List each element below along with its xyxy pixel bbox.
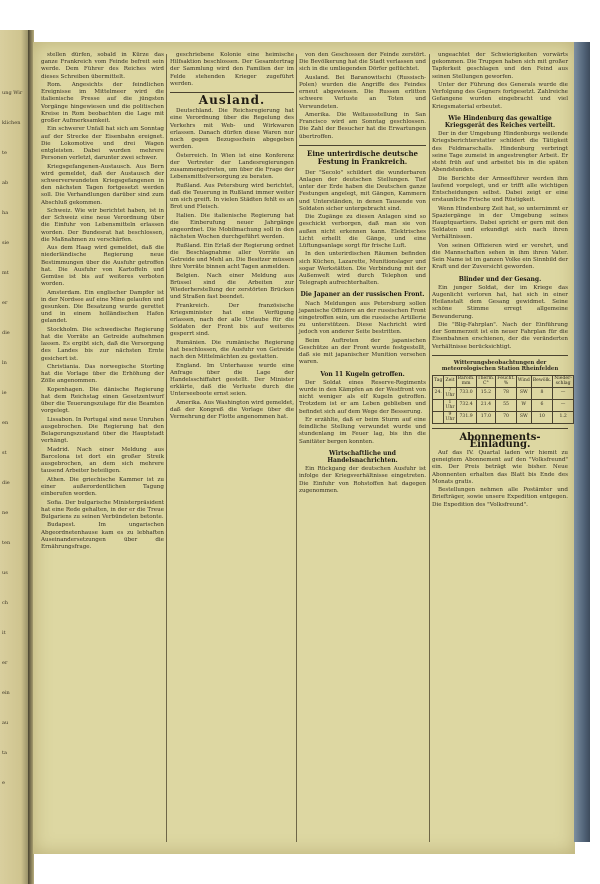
weather-header-cell: Barom. mm [457, 375, 475, 387]
weather-cell: 9 Uhr [445, 411, 455, 423]
book-binding-edge [574, 42, 590, 842]
weather-header-cell: Tag [433, 375, 444, 387]
article-paragraph: Kriegsgefangenen-Austausch. Aus Bern wird gemeldet, daß der Austausch der schwerverwundeten Kriegsgefangenen in den nächsten Tagen fortgesetzt werden soll. Die Verhandlungen darüber sind zum Abschluß gekommen. [41, 163, 164, 206]
weather-cell [433, 399, 444, 411]
column-1 [41, 52, 164, 844]
edge-text-fragment: en [2, 420, 9, 426]
weather-header-cell: Zeit [444, 375, 456, 387]
article-paragraph: Italien. Die italienische Regierung hat die Einberufung neuer Jahrgänge angeordnet. Die Mobilmachung soll in den nächsten Wochen durchgeführt werden. [170, 212, 294, 241]
article-paragraph: Schweiz. Wie wir berichtet haben, ist in der Schweiz eine neue Verordnung über die Einfuhr von Lebensmitteln erlassen worden. Der Bundesrat hat beschlossen, die Maßnahmen zu verschärfen. [41, 208, 164, 243]
section-divider [432, 428, 568, 429]
edge-text-fragment: e [2, 780, 5, 786]
article-paragraph: Rom. Angesichts der feindlichen Ereignisse im Mittelmeer wird die italienische Presse auf die jüngsten Vorgänge hingewiesen und die politischen Kreise in Rom beobachten die Lage mit großer Aufmerksamkeit. [41, 82, 164, 125]
column-rule [429, 54, 430, 842]
article-paragraph: Aus dem Haag wird gemeldet, daß die niederländische Regierung neue Bestimmungen über die Ausfuhr getroffen hat. Die Ausfuhr von Kartoffeln und Gemüse ist bis auf weiteres verboten worden. [41, 245, 164, 288]
weather-cell: 21.4 [476, 399, 496, 411]
weather-cell: SW [516, 387, 531, 399]
weather-row [433, 411, 574, 423]
weather-cell: — [553, 399, 574, 411]
weather-header-cell: Nieder-schlag [554, 375, 572, 387]
article-paragraph: Ausland. Bei Baranowitschi (Russisch-Polen) wurden die Angriffe des Feindes erneut abgewiesen. Die Russen erlitten schwere Verluste an Toten und Verwundeten. [299, 74, 426, 110]
weather-header-cell: Bewölk. [531, 375, 553, 387]
article-paragraph: ungeachtet der Schwierigkeiten vorwärts gekommen. Die Truppen haben sich mit großer Tapferkeit geschlagen und den Feind aus seinen Stellungen geworfen. [432, 52, 568, 80]
edge-text-fragment: ha [2, 210, 9, 216]
weather-cell: 17.0 [476, 411, 496, 423]
article-paragraph: Belgien. Nach einer Meldung aus Brüssel sind die Arbeiten zur Wiederherstellung der zerstörten Brücken und Straßen fast beendet. [170, 272, 294, 301]
article-paragraph: Der "Secolo" schildert die wunderbaren Anlagen der deutschen Stellungen. Tief unter der Erde haben die Deutschen ganze Festungen angelegt, mit Gängen, Kammern und Unterständen, in denen Tausende von Soldaten sicher untergebracht sind. [299, 169, 426, 212]
weather-row [433, 399, 574, 411]
article-paragraph: Österreich. In Wien ist eine Konferenz der Vertreter der Landesregierungen zusammengetreten, um über die Frage der Lebensmittelversorgung zu beraten. [170, 152, 294, 181]
edge-text-fragment: au [2, 720, 9, 726]
weather-cell: 732.4 [456, 399, 476, 411]
edge-text-fragment: mt [2, 270, 9, 276]
weather-cell: 78 [496, 387, 516, 399]
article-paragraph: Amerika. Aus Washington wird gemeldet, daß der Kongreß die Vorlage über die Vermehrung der Flotte angenommen hat. [170, 399, 294, 421]
weather-header-cell: Therm. C° [477, 375, 495, 387]
weather-cell: 6 [531, 399, 553, 411]
article-paragraph: Die Berichte der Armeeführer werden ihm laufend vorgelegt, und er trifft alle wichtigen Entscheidungen selbst. Dabei zeigt er eine erstaunliche Frische und Rüstigkeit. [432, 175, 568, 204]
weather-cell: SW [516, 411, 531, 423]
edge-text-fragment: te [2, 150, 7, 156]
newspaper-page [33, 42, 575, 854]
edge-text-fragment: die [2, 480, 10, 486]
article-paragraph: Der Soldat eines Reserve-Regiments wurde in den Kämpfen an der Westfront von nicht weniger als elf Kugeln getroffen. Trotzdem ist er am Leben geblieben und befindet sich auf dem Wege der Besserung. [299, 379, 426, 415]
article-paragraph: Amerika. Die Weltausstellung in San Francisco wird am Sonntag geschlossen. Die Zahl der Besucher hat die Erwartungen übertroffen. [299, 112, 426, 140]
article-paragraph: Frankreich. Der französische Kriegsminister hat eine Verfügung erlassen, nach der alle Urlaube für die Soldaten der Front bis auf weiteres gesperrt sind. [170, 302, 294, 338]
edge-text-fragment: ein [2, 690, 10, 696]
section-divider [432, 355, 568, 356]
article-paragraph: Von seinen Offizieren wird er verehrt, und die Mannschaften sehen in ihm ihren Vater. Sein Name ist im ganzen Volke ein Sinnbild der Kraft und der Zuversicht geworden. [432, 242, 568, 271]
article-paragraph: Ein schwerer Unfall hat sich am Sonntag auf der Strecke der Eisenbahn ereignet. Die Lokomotive und drei Wagen entgleisten. Dabei wurden mehrere Personen verletzt, darunter zwei schwer. [41, 126, 164, 162]
edge-text-fragment: ung Wir [2, 90, 23, 96]
subscription-paragraph: Bestellungen nehmen alle Postämter und Briefträger, sowie unsere Expedition entgegen. Die Expedition des "Volksfreund". [432, 487, 568, 508]
article-paragraph: Der in der Umgebung Hindenburgs weilende Kriegsberichterstatter schildert die Tätigkeit des Feldmarschalls. Hindenburg verbringt seine Tage zumeist in angestrengter Arbeit. Er steht früh auf und arbeitet bis in die späten Abendstunden. [432, 131, 568, 174]
column-2 [170, 52, 294, 844]
article-headline-festung: Eine unterirdische deutsche Festung in Frankreich. [306, 148, 419, 167]
article-paragraph: Amsterdam. Ein englischer Dampfer ist in der Nordsee auf eine Mine gelaufen und gesunken. Die Besatzung wurde gerettet und in einem holländischen Hafen gelandet. [41, 289, 164, 325]
weather-header-cell: Feucht. % [497, 375, 515, 387]
weather-cell: 15.2 [476, 387, 496, 399]
weather-cell [433, 411, 444, 423]
article-paragraph: Nach Meldungen aus Petersburg sollen japanische Offiziere an der russischen Front eingetroffen sein, um die russische Artillerie zu unterstützen. Diese Nachricht wird jedoch von anderer Seite bestritten. [299, 300, 426, 336]
article-paragraph: England. Im Unterhause wurde eine Anfrage über die Lage der Handelsschiffahrt gestellt. Der Minister erklärte, daß die Verluste durch die Unterseeboote ernst seien. [170, 362, 294, 398]
weather-header-cell: Wind [516, 375, 531, 387]
edge-text-fragment: er [2, 300, 8, 306]
article-paragraph: In den unterirdischen Räumen befinden sich Küchen, Lazarette, Munitionslager und sogar Werkstätten. Die Verbindung mit der Außenwelt wird durch Telephon und Telegraph aufrechterhalten. [299, 251, 426, 287]
article-paragraph: Madrid. Nach einer Meldung aus Barcelona ist dort ein großer Streik ausgebrochen, an dem sich mehrere tausend Arbeiter beteiligen. [41, 446, 164, 475]
article-paragraph: Deutschland. Die Reichsregierung hat eine Verordnung über die Regelung des Verkehrs mit Web- und Wirkwaren erlassen. Danach dürfen diese Waren nur noch gegen Bezugsschein abgegeben werden. [170, 108, 294, 151]
article-subhead-kugeln: Von 11 Kugeln getroffen. [320, 370, 405, 378]
weather-cell: 731.9 [456, 411, 476, 423]
weather-cell: 7 Uhr [445, 387, 455, 399]
column-2-intro: geschriebene Kolonie eine heimische Hilfsaktion beschlossen. Der Gesamtertrag der Sammlung wird den Familien der im Felde stehenden Krieger zugeführt werden. [170, 52, 294, 87]
weather-table [432, 375, 574, 424]
edge-text-fragment: die [2, 330, 10, 336]
article-paragraph: stellen dürfen, sobald in Kürze das ganze Frankreich vom Feinde befreit sein werde. Dem Führer des Reiches wird dieses Schreiben übermittelt. [41, 52, 164, 80]
article-paragraph: Ein Rückgang der deutschen Ausfuhr ist infolge der Kriegsverhältnisse eingetreten. Die Einfuhr von Rohstoffen hat dagegen zugenommen. [299, 466, 426, 494]
article-paragraph: Athen. Die griechische Kammer ist zu einer außerordentlichen Tagung einberufen worden. [41, 476, 164, 498]
weather-table-title: Witterungsbeobachtungen der meteorologischen Station Rheinfelden [441, 359, 559, 373]
section-title-ausland: Ausland. [198, 93, 266, 108]
column-4 [432, 52, 572, 844]
edge-text-fragment: us [2, 570, 8, 576]
edge-text-fragment: it [2, 630, 6, 636]
article-paragraph: Wenn Hindenburg Zeit hat, so unternimmt er Spaziergänge in der Umgebung seines Hauptquartiers. Dabei spricht er gern mit den Soldaten und erkundigt sich nach ihren Verhältnissen. [432, 205, 568, 241]
column-3 [299, 52, 426, 844]
article-paragraph: Stockholm. Die schwedische Regierung hat die Vorräte an Getreide aufnehmen lassen. Es ergibt sich, daß die Versorgung des Landes bis zur nächsten Ernte gesichert ist. [41, 326, 164, 362]
subscription-paragraph: Auf das IV. Quartal laden wir hiemit zu geneigtem Abonnement auf den "Volksfreund" ein. Der Preis beträgt wie bisher. Neue Abonnenten erhalten das Blatt bis Ende des Monats gratis. [432, 450, 568, 485]
article-paragraph: Er erzählte, daß er beim Sturm auf eine feindliche Stellung verwundet wurde und stundenlang im Feuer lag, bis ihn die Sanitäter bergen konnten. [299, 417, 426, 445]
edge-text-fragment: er [2, 660, 8, 666]
edge-text-fragment: ten [2, 540, 11, 546]
edge-text-fragment: ne [2, 510, 9, 516]
weather-cell: 1.2 [553, 411, 574, 423]
weather-cell: 10 [531, 411, 553, 423]
weather-cell: 55 [496, 399, 516, 411]
weather-cell: 24. [433, 387, 444, 399]
article-subhead-hindenburg: Wie Hindenburg das gewaltige Kriegsgerät des Reiches verteilt. [444, 114, 556, 130]
weather-cell: — [553, 387, 574, 399]
article-paragraph: Rußland. Aus Petersburg wird berichtet, daß die Teuerung in Rußland immer weiter um sich greift. In vielen Städten fehlt es an Brot und Fleisch. [170, 182, 294, 211]
article-paragraph: Christiania. Das norwegische Storting hat die Vorlage über die Erhöhung der Zölle angenommen. [41, 364, 164, 385]
edge-text-fragment: st [2, 450, 7, 456]
article-subhead-japaner: Die Japaner an der russischen Front. [300, 291, 425, 299]
edge-text-fragment: ab [2, 180, 9, 186]
column-rule [166, 54, 167, 842]
article-subhead-blinder: Blinder und der Gesang. [458, 275, 542, 283]
weather-cell: 1 Uhr [445, 399, 455, 411]
edge-text-fragment: ln [2, 360, 7, 366]
article-paragraph: Beim Auftreten der japanischen Geschütze an der Front wurde festgestellt, daß sie mit japanischer Munition versehen waren. [299, 337, 426, 366]
article-paragraph: Lissabon. In Portugal sind neue Unruhen ausgebrochen. Die Regierung hat den Belagerungszustand über die Hauptstadt verhängt. [41, 416, 164, 445]
weather-cell: 733.0 [456, 387, 476, 399]
previous-page-edge [0, 30, 30, 884]
article-paragraph: Sofia. Der bulgarische Ministerpräsident hat eine Rede gehalten, in der er die Treue Bulgariens zu seinen Verbündeten betonte. [41, 499, 164, 521]
weather-cell: W [516, 399, 531, 411]
edge-text-fragment: ie [2, 390, 7, 396]
weather-cell: 8 [531, 387, 553, 399]
article-paragraph: Ein junger Soldat, der im Kriege das Augenlicht verloren hat, hat sich in einer Heilanstalt dem Gesang gewidmet. Seine schöne Stimme erregt allgemeine Bewunderung. [432, 284, 568, 320]
article-subhead-wirtschaft: Wirtschaftliche und Handelsnachrichten. [327, 449, 398, 465]
column-rule [296, 54, 297, 842]
weather-cell: 70 [496, 411, 516, 423]
article-paragraph: Rußland. Ein Erlaß der Regierung ordnet die Beschlagnahme aller Vorräte an Getreide und Mehl an. Die Besitzer müssen ihre Vorräte binnen acht Tagen anmelden. [170, 242, 294, 271]
article-paragraph: von den Geschossen der Feinde zerstört. Die Bevölkerung hat die Stadt verlassen und sich in die umliegenden Dörfer geflüchtet. [299, 52, 426, 73]
article-paragraph: Budapest. Im ungarischen Abgeordnetenhause kam es zu lebhaften Auseinandersetzungen über die Ernährungsfrage. [41, 522, 164, 551]
article-paragraph: Kopenhagen. Die dänische Regierung hat dem Reichstag einen Gesetzentwurf über die Teuerungszulage für die Beamten vorgelegt. [41, 386, 164, 415]
edge-text-fragment: klichen [2, 120, 21, 126]
edge-text-fragment: ch [2, 600, 9, 606]
article-paragraph: Rumänien. Die rumänische Regierung hat beschlossen, die Ausfuhr von Getreide nach den Mittelmächten zu gestatten. [170, 339, 294, 361]
subscription-title: Abonnements-Einladung. [459, 431, 541, 450]
article-paragraph: Die Zugänge zu diesen Anlagen sind so geschickt verborgen, daß man sie von außen nicht erkennen kann. Elektrisches Licht erhellt die Gänge, und eine Lüftungsanlage sorgt für frische Luft. [299, 214, 426, 250]
edge-text-fragment: sie [2, 240, 10, 246]
edge-text-fragment: ta [2, 750, 7, 756]
section-divider [299, 145, 426, 146]
article-paragraph: Die "Blig-Fahrplan". Nach der Einführung der Sommerzeit ist ein neuer Fahrplan für die Eisenbahnen erschienen, der die veränderten Verhältnisse berücksichtigt. [432, 322, 568, 350]
weather-row [433, 387, 574, 399]
article-paragraph: Unter der Führung des Generals wurde die Verfolgung des Gegners fortgesetzt. Zahlreiche Gefangene wurden eingebracht und viel Kriegsmaterial erbeutet. [432, 82, 568, 110]
